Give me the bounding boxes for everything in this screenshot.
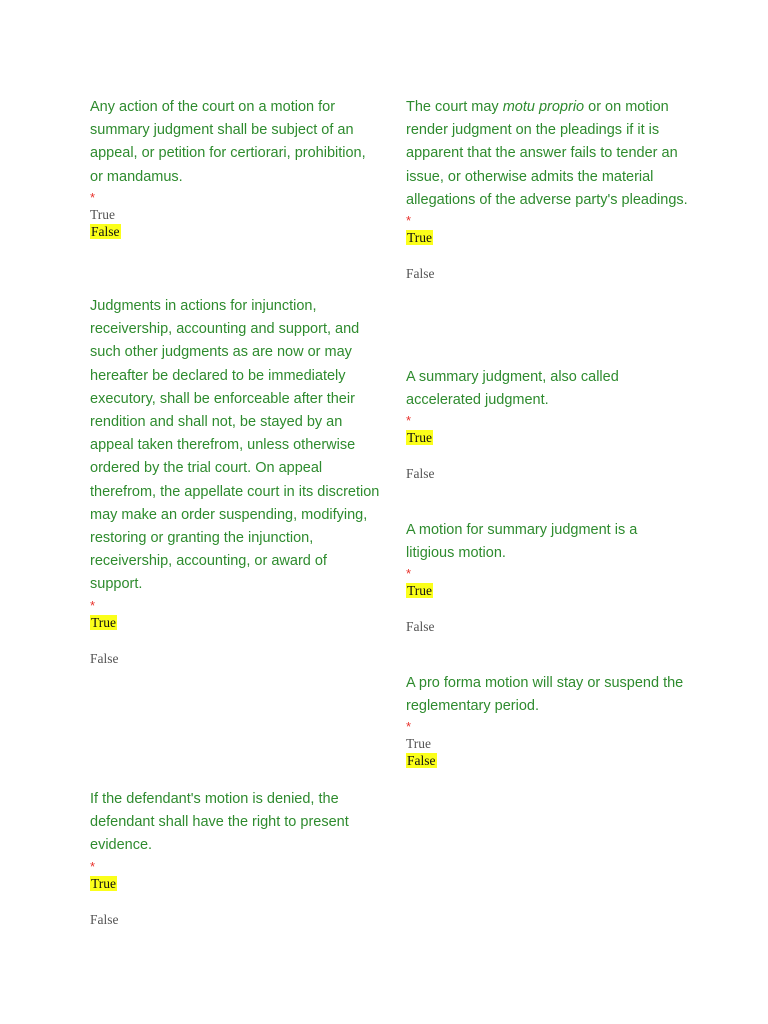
option-true-label: True [407,583,433,599]
option-true-label: True [91,875,117,891]
option-true[interactable] [406,735,696,752]
option-true-selected[interactable] [90,614,380,631]
option-true-selected[interactable] [406,229,696,246]
question-7-text: A pro forma motion will stay or suspend the reglementary period. [406,675,684,715]
question-4-text-before: The court may [406,99,503,115]
option-true-label: True [406,736,432,752]
option-false-selected[interactable] [90,223,380,240]
question-5-text: A summary judgment, also called accelerated judgment. [406,369,619,409]
option-true-selected[interactable] [406,582,646,599]
option-false-label: False [90,650,119,666]
option-true-selected[interactable] [90,875,380,892]
option-false[interactable] [90,650,380,667]
option-false-label: False [406,266,435,282]
option-false[interactable] [406,465,636,482]
question-2-text: Judgments in actions for injunction, receivership, accounting and support, and such other judgments as are now or may hereafter be declared to be immediately executory, shall be enforceable after their rendition and shall not, be stayed by an appeal taken therefrom, unless otherwise ordered by the trial court. On appeal therefrom, the appellate court in its discretion may make an order suspending, modifying, restoring or granting the injunction, receivership, accounting, or award of support. [90,298,380,593]
required-mark: * [406,413,412,429]
required-mark: * [406,566,412,582]
option-false[interactable] [90,911,380,928]
option-false-label: False [406,619,435,635]
option-true-label: True [90,206,116,222]
question-1-text: Any action of the court on a motion for summary judgment shall be subject of an appeal, or petition for certiorari, prohibition, or mandamus. [90,99,366,185]
required-mark: * [90,858,96,874]
required-mark: * [90,597,96,613]
question-3-text: If the defendant's motion is denied, the defendant shall have the right to present evidence. [90,791,349,854]
option-false[interactable] [406,618,646,635]
option-false-label: False [407,753,436,769]
question-4-text [406,96,696,212]
option-true-label: True [91,614,117,630]
question-2 [90,295,380,667]
spacer [90,892,380,911]
option-true-selected[interactable] [406,429,636,446]
option-false-label: False [406,466,435,482]
question-1 [90,96,380,240]
spacer [406,446,636,465]
required-mark: * [406,213,412,229]
required-mark: * [90,189,96,205]
spacer [406,599,646,618]
required-mark: * [406,719,412,735]
question-5 [406,366,636,482]
question-7 [406,672,696,769]
option-false-selected[interactable] [406,752,696,769]
option-false-label: False [90,911,119,927]
option-true-label: True [407,230,433,246]
option-true[interactable] [90,206,380,223]
option-true-label: True [407,430,433,446]
spacer [406,246,696,265]
question-4-text-italic: motu proprio [502,99,585,115]
spacer [90,631,380,650]
question-6 [406,519,646,635]
question-4-text-after: or on motion render judgment on the pleadings if it is apparent that the answer fails to tender an issue, or otherwise admits the material allegations of the adverse party's pleadings. [406,99,688,208]
question-3 [90,788,380,928]
question-4 [406,96,696,282]
option-false[interactable] [406,265,696,282]
question-6-text: A motion for summary judgment is a litigious motion. [406,522,638,562]
option-false-label: False [91,223,120,239]
